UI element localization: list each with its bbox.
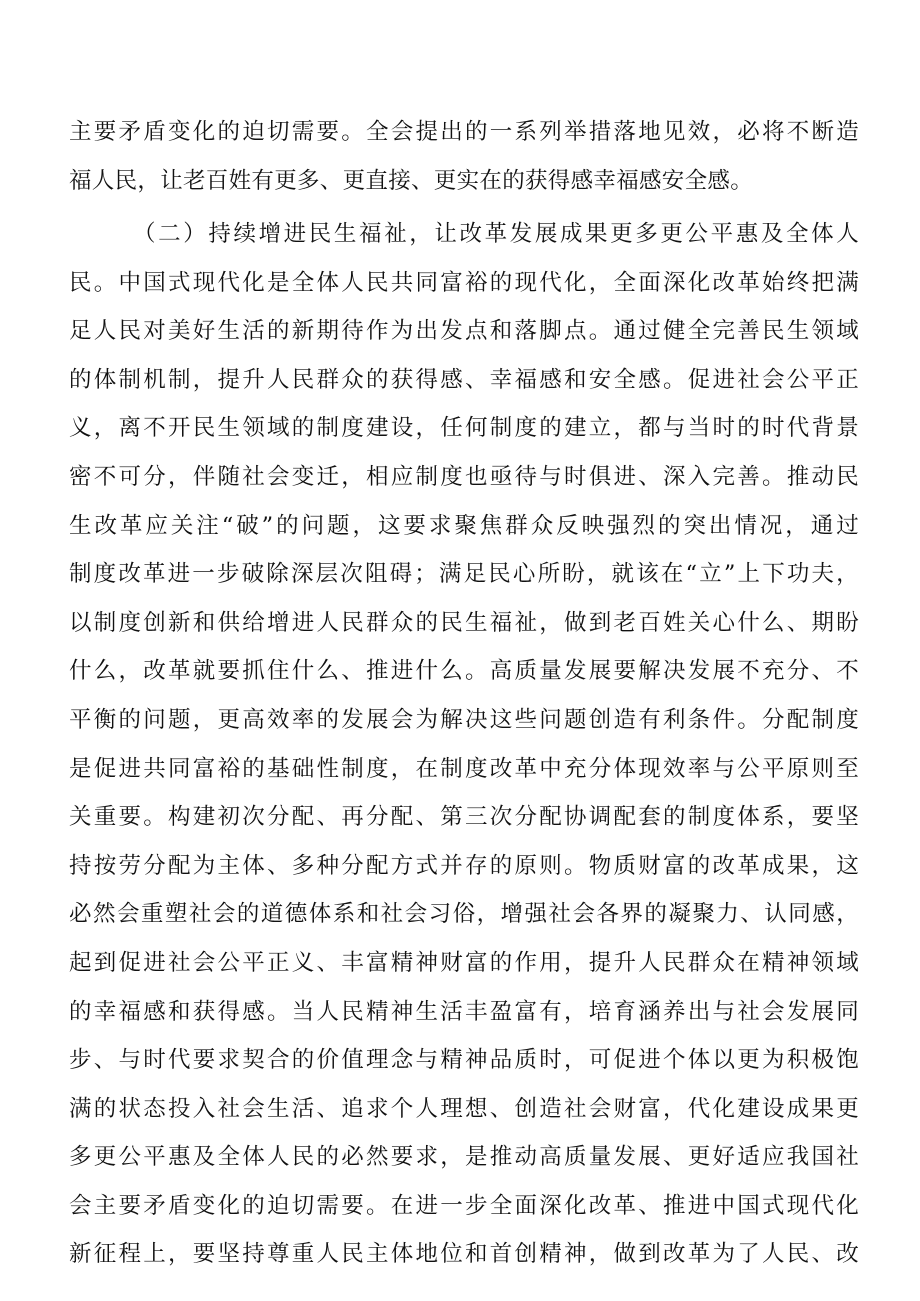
text-line: 多更公平惠及全体人民的必然要求，是推动高质量发展、更好适应我国社	[69, 1144, 859, 1171]
text-line: 会主要矛盾变化的迫切需要。在进一步全面深化改革、推进中国式现代化	[69, 1192, 859, 1219]
text-line: 关重要。构建初次分配、再分配、第三次分配协调配套的制度体系，要坚	[69, 804, 859, 831]
text-line: 以制度创新和供给增进人民群众的民生福祉，做到老百姓关心什么、期盼	[69, 609, 859, 636]
paragraph-1	[69, 108, 859, 205]
text-line: 制度改革进一步破除深层次阻碍；满足民心所盼，就该在“立”上下功夫，	[69, 561, 859, 588]
text-line: 起到促进社会公平正义、丰富精神财富的作用，提升人民群众在精神领域	[69, 949, 859, 976]
text-line: 步、与时代要求契合的价值理念与精神品质时，可促进个体以更为积极饱	[69, 1047, 859, 1074]
text-line: 主要矛盾变化的迫切需要。全会提出的一系列举措落地见效，必将不断造	[69, 119, 859, 145]
text-line: 是促进共同富裕的基础性制度，在制度改革中充分体现效率与公平原则至	[69, 755, 859, 782]
text-line: 必然会重塑社会的道德体系和社会习俗，增强社会各界的凝聚力、认同感，	[69, 901, 859, 928]
text-line: 满的状态投入社会生活、追求个人理想、创造社会财富，代化建设成果更	[69, 1095, 859, 1122]
text-line: 持按劳分配为主体、多种分配方式并存的原则。物质财富的改革成果，这	[69, 852, 859, 879]
paragraph-2	[69, 210, 859, 1279]
text-line: 密不可分，伴随社会变迁，相应制度也亟待与时俱进、深入完善。推动民	[69, 463, 859, 490]
text-line: 民。中国式现代化是全体人民共同富裕的现代化，全面深化改革始终把满	[69, 269, 859, 296]
text-line: 什么，改革就要抓住什么、推进什么。高质量发展要解决发展不充分、不	[69, 658, 859, 685]
text-line: 平衡的问题，更高效率的发展会为解决这些问题创造有利条件。分配制度	[69, 706, 859, 733]
text-line: 新征程上，要坚持尊重人民主体地位和首创精神，做到改革为了人民、改	[69, 1241, 859, 1268]
text-line: 义，离不开民生领域的制度建设，任何制度的建立，都与当时的时代背景	[69, 415, 859, 442]
text-line: 的幸福感和获得感。当人民精神生活丰盈富有，培育涵养出与社会发展同	[69, 998, 859, 1025]
text-line: 的体制机制，提升人民群众的获得感、幸福感和安全感。促进社会公平正	[69, 366, 859, 393]
text-line: 生改革应关注“破”的问题，这要求聚焦群众反映强烈的突出情况，通过	[69, 512, 859, 539]
text-line: 足人民对美好生活的新期待作为出发点和落脚点。通过健全完善民生领域	[69, 318, 859, 345]
section-heading-line: （二）持续增进民生福祉，让改革发展成果更多更公平惠及全体人	[133, 221, 859, 247]
text-line: 福人民，让老百姓有更多、更直接、更实在的获得感幸福感安全感。	[69, 167, 754, 194]
